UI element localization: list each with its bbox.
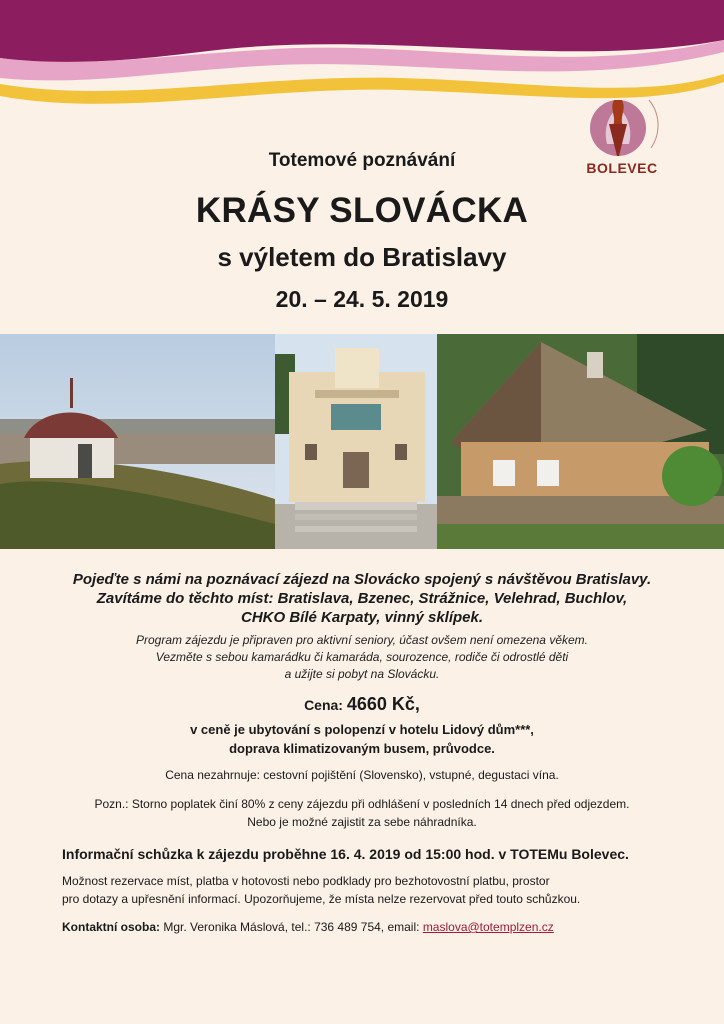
note-line-1: Pozn.: Storno poplatek činí 80% z ceny zájezdu při odhlášení v posledních 14 dnech před odjezdem. [94,797,630,811]
included-line-1: v ceně je ubytování s polopenzí v hotelu Lidový dům***, [190,722,534,737]
price-line [40,694,684,715]
photo-strip [0,334,724,549]
contact-line [62,920,554,934]
cancellation-note [40,795,684,831]
contact-text: Mgr. Veronika Máslová, tel.: 736 489 754, email: [160,920,423,934]
intro-small [40,632,684,683]
page-title: KRÁSY SLOVÁCKA [195,191,529,230]
intro-small-3: a užijte si pobyt na Slovácku. [284,667,440,681]
price-value: 4660 Kč, [346,694,420,714]
event-date: 20. – 24. 5. 2019 [275,286,449,312]
intro-line-2: Zavítáme do těchto míst: Bratislava, Bzenec, Strážnice, Velehrad, Buchlov, [96,590,628,607]
included-line-2: doprava klimatizovaným busem, průvodce. [229,741,495,756]
note-line-2: Nebo je možné zajistit za sebe náhradníka. [247,815,477,829]
reservation-line-1: Možnost rezervace míst, platba v hotovosti nebo podklady pro bezhotovostní platbu, prostor [62,874,550,888]
contact-email-link[interactable]: maslova@totemplzen.cz [422,920,554,934]
reservation-info [62,872,662,908]
price-label: Cena: [304,697,343,713]
logo-wordmark: BOLEVEC [586,160,658,176]
photo-villa [275,334,437,549]
event-series-title: Totemové poznávání [268,150,456,171]
reservation-line-2: pro dotazy a upřesnění informací. Upozorňujeme, že místa nelze rezervovat před touto schůzkou. [62,892,581,906]
contact-label: Kontaktní osoba: [62,920,160,934]
meeting-info: Informační schůzka k zájezdu proběhne 16. 4. 2019 od 15:00 hod. v TOTEMu Bolevec. [62,846,629,862]
page-subtitle: s výletem do Bratislavy [217,242,507,272]
intro-bold [40,570,684,627]
intro-line-1: Pojeďte s námi na poznávací zájezd na Slovácko spojený s návštěvou Bratislavy. [72,571,652,588]
photo-hill-chapel [0,334,275,549]
photo-cottage [437,334,724,549]
intro-line-3: CHKO Bílé Karpaty, vinný sklípek. [240,609,484,626]
intro-small-2: Vezměte s sebou kamarádku či kamaráda, sourozence, rodiče či odrostlé děti [155,650,569,664]
price-included [40,720,684,758]
intro-small-1: Program zájezdu je připraven pro aktivní seniory, účast ovšem není omezena věkem. [136,633,588,647]
price-excluded: Cena nezahrnuje: cestovní pojištění (Slovensko), vstupné, degustaci vína. [165,768,559,782]
